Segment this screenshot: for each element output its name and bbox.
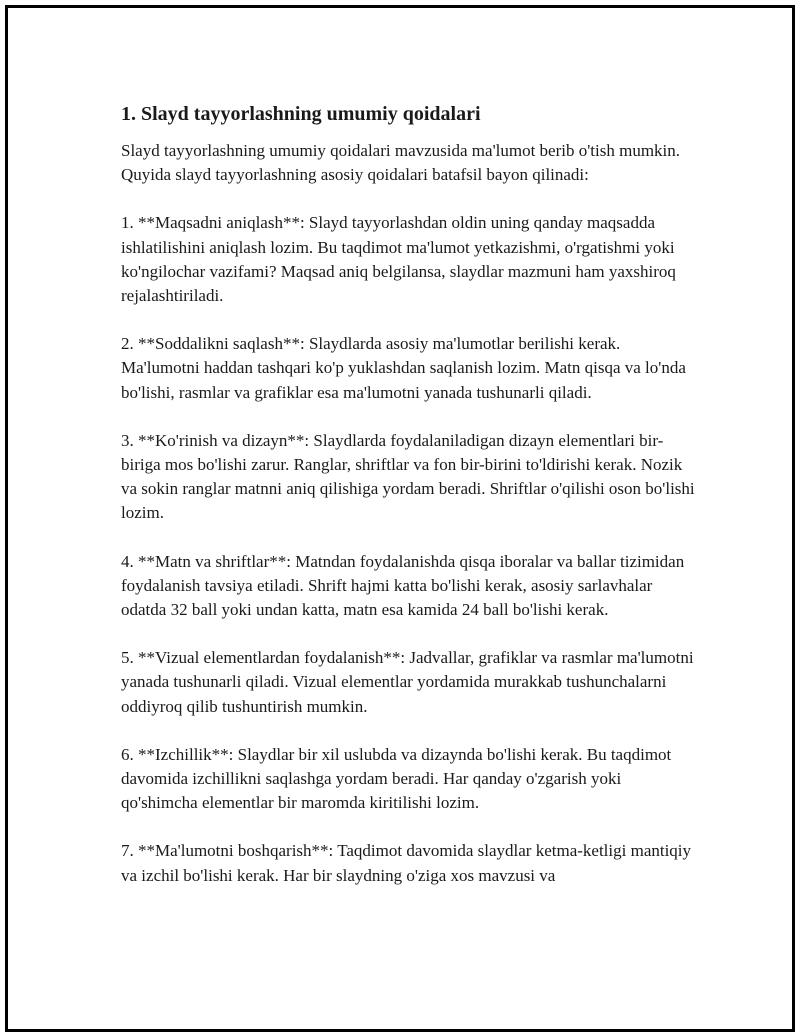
rule-paragraph-3: 3. **Ko'rinish va dizayn**: Slaydlarda foydalaniladigan dizayn elementlari bir-biriga mos bo'lishi zarur. Ranglar, shriftlar va fon bir-birini to'ldirishi kerak. Nozik va sokin ranglar matnni aniq qilishiga yordam beradi. Shriftlar o'qilishi oson bo'lishi lozim. [121,430,695,523]
intro-paragraph: Slayd tayyorlashning umumiy qoidalari mavzusida ma'lumot berib o'tish mumkin. Quyida slayd tayyorlashning asosiy qoidalari batafsil bayon qilinadi: [121,141,681,185]
document-title: 1. Slayd tayyorlashning umumiy qoidalari [121,103,481,125]
rule-paragraph-7: 7. **Ma'lumotni boshqarish**: Taqdimot davomida slaydlar ketma-ketligi mantiqiy va izchil bo'lishi kerak. Har bir slaydning o'ziga xos mavzusi va [121,841,692,885]
document-body [121,96,701,888]
rule-paragraph-5: 5. **Vizual elementlardan foydalanish**: Jadvallar, grafiklar va rasmlar ma'lumotni yanada tushunarli qiladi. Vizual elementlar yordamida murakkab tushunchalarni oddiyroq qilib tushuntirish mumkin. [121,648,694,716]
rule-paragraph-2: 2. **Soddalikni saqlash**: Slaydlarda asosiy ma'lumotlar berilishi kerak. Ma'lumotni haddan tashqari ko'p yuklashdan saqlanish lozim. Matn qisqa va lo'nda bo'lishi, rasmlar va grafiklar esa ma'lumotni yanada tushunarli qiladi. [121,334,686,402]
document-page [5,5,795,1032]
rule-paragraph-4: 4. **Matn va shriftlar**: Matndan foydalanishda qisqa iboralar va ballar tizimidan foydalanish tavsiya etiladi. Shrift hajmi katta bo'lishi kerak, asosiy sarlavhalar odatda 32 ball yoki undan katta, matn esa kamida 24 ball bo'lishi kerak. [121,551,685,620]
rule-paragraph-1: 1. **Maqsadni aniqlash**: Slayd tayyorlashdan oldin uning qanday maqsadda ishlatilishini aniqlash lozim. Bu taqdimot ma'lumot yetkazishmi, o'rgatishmi yoki ko'ngilochar vazifami? Maqsad aniq belgilansa, slaydlar mazmuni ham yaxshiroq rejalashtiriladi. [121,213,676,306]
rule-paragraph-6: 6. **Izchillik**: Slaydlar bir xil uslubda va dizaynda bo'lishi kerak. Bu taqdimot davomida izchillikni saqlashga yordam beradi. Har qanday o'zgarish yoki qo'shimcha elementlar bir maromda kiritilishi lozim. [121,744,672,813]
